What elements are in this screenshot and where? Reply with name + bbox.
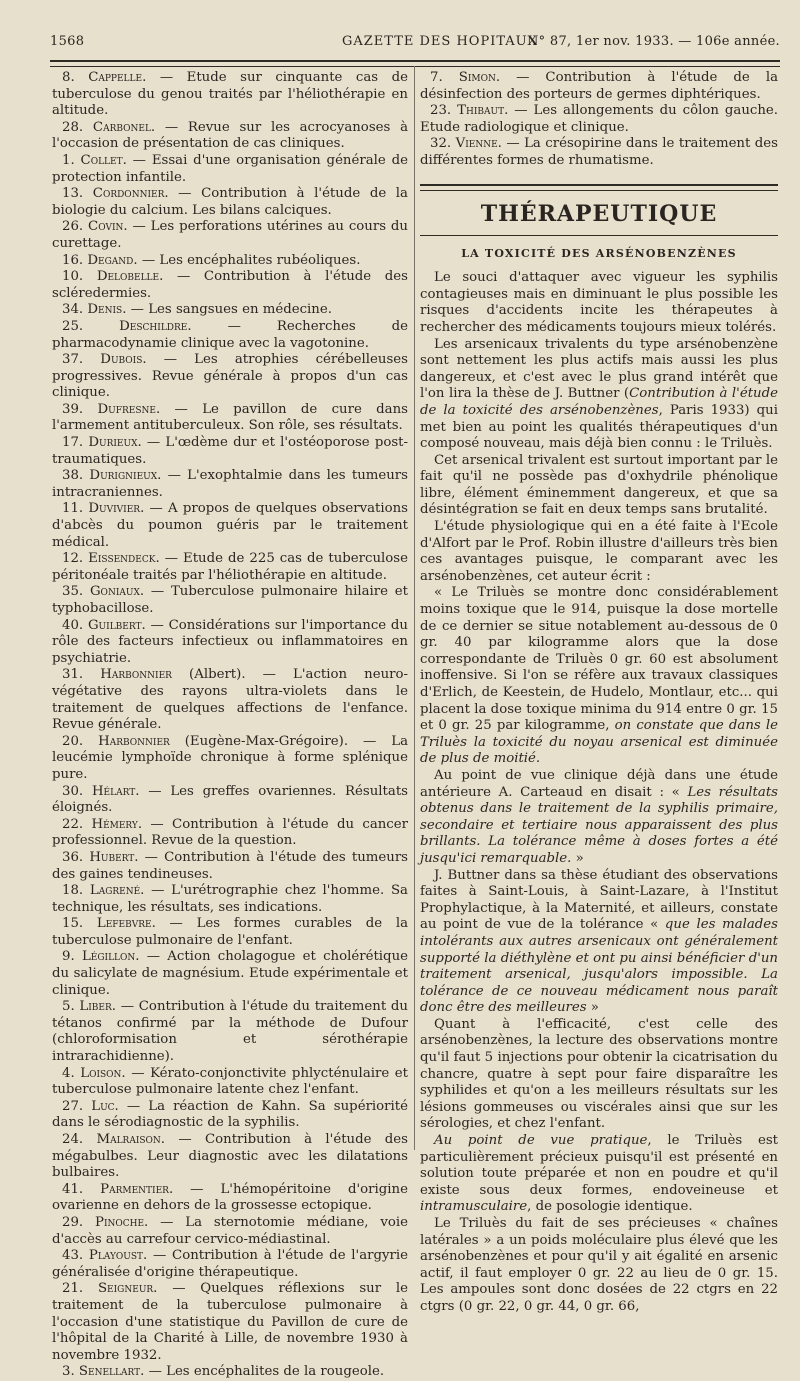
thesis-list-continued <box>420 70 778 170</box>
thesis-entry <box>52 949 408 999</box>
entry-title: — Etude sur cinquante cas de tuberculose du genou traités par l'héliothérapie en altitude. <box>52 70 408 119</box>
author-name: Lefebvre. <box>96 916 156 932</box>
entry-title: — L'exophtalmie dans les tumeurs intracraniennes. <box>52 468 408 500</box>
entry-number: 34. <box>62 302 84 318</box>
author-name: Dufresne. <box>97 401 161 417</box>
author-name: Cordonnier. <box>92 186 169 202</box>
entry-number: 21. <box>62 1281 84 1297</box>
entry-number: 18. <box>62 883 84 899</box>
left-column <box>52 70 408 1381</box>
paragraph: Au point de vue clinique déjà dans une étude antérieure A. Carteaud en disait : « Les résultats obtenus dans le traitement de la syphilis primaire, secondaire et tertiaire nous apparaissent des plus brillants. La tolérance même à doses fortes a été jusqu'ici remarquable. » <box>420 767 778 866</box>
thesis-entry <box>52 253 408 270</box>
author-name: Thibaut. <box>457 103 509 119</box>
thesis-entry <box>52 219 408 252</box>
thesis-entry <box>52 1364 408 1381</box>
thesis-entry <box>52 468 408 501</box>
author-name: Delobelle. <box>96 269 164 285</box>
entry-title: — A propos de quelques observations d'abcès du poumon guéris par le traitement médical. <box>52 501 408 550</box>
thesis-entry <box>52 1066 408 1099</box>
entry-title: — Action cholagogue et cholérétique du salicylate de magnésium. Etude expérimentale et clinique. <box>52 949 409 998</box>
entry-number: 37. <box>62 352 84 368</box>
quotation: « Le Triluès se montre donc considérablement moins toxique que le 914, puisque la dose mortelle de ce dernier se situe notablement au-dessous de 0 gr. 40 par kilogramme alors que la dose correspondante de Triluès 0 gr. 60 est absolument inoffensive. Si l'on se réfère aux travaux classiques d'Erlich, de Keestein, de Hudelo, Montlaur, etc... qui placent la dose toxique minima du 914 entre 0 gr. 15 et 0 gr. 25 par kilogramme, on constate que dans le Triluès la toxicité du noyau arsenical est diminuée de plus de moitié. <box>420 585 778 767</box>
paragraph: Le Triluès du fait de ses précieuses « chaînes latérales » a un poids moléculaire plus élevé que les arsénobenzènes et pour qu'il y ait égalité en arsenic actif, il faut employer 0 gr. 22 au lieu de 0 gr. 15. Les ampoules sont donc dosées de 22 ctgrs en 22 ctgrs (0 gr. 22, 0 gr. 44, 0 gr. 66, <box>420 1216 778 1314</box>
thesis-entry <box>52 667 408 733</box>
author-name: Denis. <box>87 302 127 318</box>
header-rule <box>50 60 780 67</box>
entry-title: — Les greffes ovariennes. Résultats éloignés. <box>52 783 408 816</box>
author-name: Carbonel. <box>92 119 156 135</box>
author-name: Hémery. <box>91 816 143 832</box>
author-name: Harbonnier <box>98 733 170 749</box>
entry-title: — Contribution à l'étude du traitement du tétanos confirmé par la méthode de Dufour (chloroformisation et sérothérapie intrarachidienne). <box>52 999 408 1065</box>
author-name: Cappelle. <box>88 70 147 85</box>
entry-title: — Contribution à l'étude des scléredermies. <box>52 269 408 301</box>
thesis-entry <box>52 501 408 551</box>
author-name: Collet. <box>80 152 127 168</box>
thesis-entry <box>52 435 408 468</box>
author-name: Dubois. <box>100 352 147 368</box>
entry-title: — Recherches de pharmacodynamie clinique avec la vagotonine. <box>52 318 408 351</box>
entry-number: 3. <box>62 1364 75 1380</box>
thesis-entry <box>420 103 778 136</box>
author-name: Simon. <box>458 70 501 85</box>
entry-number: 4. <box>62 1065 75 1081</box>
author-name: Lagrené. <box>89 883 145 899</box>
entry-title: — Considérations sur l'importance du rôle des facteurs infectieux ou inflammatoires en psychiatrie. <box>52 617 408 666</box>
entry-title: (Eugène-Max-Grégoire). — La leucémie lymphoïde chronique à forme splénique pure. <box>52 733 408 782</box>
author-name: Loison. <box>80 1065 126 1081</box>
paragraph: L'étude physiologique qui en a été faite à l'Ecole d'Alfort par le Prof. Robin illustre d'ailleurs très bien ces avantages puisque, le comparant avec les arsénobenzènes, cet auteur écrit : <box>420 519 778 584</box>
entry-number: 35. <box>62 584 84 600</box>
paragraph: Le souci d'attaquer avec vigueur les syphilis contagieuses mais en diminuant le plus possible les risques d'accidents incite les thérapeutes à rechercher des médicaments toujours mieux tolérés. <box>420 270 778 335</box>
author-name: Deschildre. <box>119 318 192 334</box>
thesis-entry <box>52 70 408 120</box>
entry-title: — Les encéphalites de la rougeole. <box>144 1364 385 1380</box>
issue-info: N° 87, 1er nov. 1933. — 106e année. <box>526 34 780 49</box>
thesis-entry <box>52 352 408 402</box>
paragraph: Quant à l'efficacité, c'est celle des arsénobenzènes, la lecture des observations montre qu'il faut 5 injections pour obtenir la cicatrisation du chancre, quatre à sept pour faire disparaître les syphilides et qu'on a les meilleurs résultats sur les lésions gommeuses ou viscérales ainsi que sur les sérologies, et chez l'enfant. <box>420 1016 778 1132</box>
thesis-entry <box>420 136 778 169</box>
entry-number: 22. <box>62 816 84 832</box>
right-column <box>420 70 778 1316</box>
journal-title: GAZETTE DES HOPITAUX <box>342 34 538 49</box>
article-title: LA TOXICITÉ DES ARSÉNOBENZÈNES <box>461 246 737 260</box>
author-name: Duvivier. <box>88 501 145 517</box>
entry-title: — Contribution à l'étude des mégabulbes. Leur diagnostic avec les dilatations bulbaires. <box>52 1132 408 1181</box>
entry-title: — Contribution à l'étude du cancer professionnel. Revue de la question. <box>52 816 408 849</box>
thesis-entry <box>52 618 408 668</box>
section-rule-bottom <box>420 235 778 236</box>
entry-title: — Les formes curables de la tuberculose pulmonaire de l'enfant. <box>52 916 408 948</box>
entry-title: — Contribution à l'étude de la biologie du calcium. Les bilans calciques. <box>52 186 408 218</box>
entry-title: — La sternotomie médiane, voie d'accès au carrefour cervico-médiastinal. <box>52 1214 409 1247</box>
entry-number: 15. <box>62 916 84 932</box>
thesis-entry <box>52 1281 408 1364</box>
entry-title: — Le pavillon de cure dans l'armement antituberculeux. Son rôle, ses résultats. <box>52 401 408 434</box>
entry-title: — Contribution à l'étude des tumeurs des gaines tendineuses. <box>52 849 408 882</box>
thesis-entry <box>52 584 408 617</box>
entry-title: — Les encéphalites rubéoliques. <box>137 252 361 268</box>
entry-number: 27. <box>62 1098 84 1114</box>
section-rule-top <box>420 184 778 191</box>
author-name: Goniaux. <box>89 584 145 600</box>
entry-title: — Kérato-conjonctivite phlycténulaire et tuberculose pulmonaire latente chez l'enfant. <box>52 1065 408 1098</box>
thesis-entry <box>52 153 408 186</box>
entry-number: 32. <box>430 136 452 152</box>
paragraph: Cet arsenical trivalent est surtout important par le fait qu'il ne possède pas d'oxhydrile phénolique libre, élément éminemment dangereux, et que sa désintégration se fait en deux temps sans brutalité. <box>420 452 778 518</box>
entry-number: 23. <box>430 103 452 119</box>
page-header <box>50 34 780 56</box>
entry-number: 43. <box>62 1248 84 1264</box>
thesis-entry <box>52 1099 408 1132</box>
paragraph: Au point de vue pratique, le Triluès est particulièrement précieux puisqu'il est présenté en solution toute préparée et non en poudre et qu'il existe sous deux formes, endoveineuse et intramusculaire, de posologie identique. <box>420 1133 778 1215</box>
page-number: 1568 <box>50 34 85 49</box>
thesis-entry <box>52 1132 408 1182</box>
entry-number: 5. <box>62 999 75 1015</box>
author-name: Durignieux. <box>89 468 162 484</box>
author-name: Liber. <box>79 999 116 1015</box>
entry-number: 10. <box>62 269 84 285</box>
entry-number: 31. <box>62 667 84 683</box>
entry-number: 1. <box>62 152 75 168</box>
author-name: Covin. <box>88 219 128 235</box>
entry-number: 11. <box>62 501 84 517</box>
author-name: Pinoche. <box>95 1214 149 1230</box>
thesis-entry <box>52 883 408 916</box>
entry-title: — Les allongements du côlon gauche. Etude radiologique et clinique. <box>420 103 778 135</box>
entry-number: 7. <box>430 70 443 85</box>
entry-title: — Essai d'une organisation générale de protection infantile. <box>52 152 408 185</box>
entry-number: 38. <box>62 468 84 484</box>
thesis-entry <box>52 402 408 435</box>
entry-number: 36. <box>62 849 84 865</box>
entry-number: 26. <box>62 219 84 235</box>
thesis-entry <box>52 269 408 302</box>
entry-title: — La crésopirine dans le traitement des différentes formes de rhumatisme. <box>420 136 778 168</box>
thesis-entry <box>52 850 408 883</box>
author-name: Légillon. <box>81 949 140 965</box>
entry-title: — Les perforations utérines au cours du curettage. <box>52 219 408 251</box>
entry-title: — Les sangsues en médecine. <box>126 302 332 318</box>
entry-title: — Revue sur les acrocyanoses à l'occasion de présentation de cas cliniques. <box>52 119 408 152</box>
author-name: Hélart. <box>91 783 140 799</box>
thesis-entry <box>52 186 408 219</box>
entry-number: 12. <box>62 551 84 567</box>
author-name: Seigneur. <box>97 1281 158 1297</box>
author-name: Senellart. <box>78 1364 145 1380</box>
author-name: Parmentier. <box>100 1181 174 1197</box>
paragraph: J. Buttner dans sa thèse étudiant des observations faites à Saint-Louis, à Saint-Lazare, à l'Institut Prophylactique, à la Maternité, et ailleurs, constate au point de vue de la tolérance « que les malades intolérants aux autres arsenicaux ont généralement supporté la diéthylène et ont pu ainsi bénéficier d'un traitement arsenical, jusqu'alors impossible. La tolérance de ce nouveau médicament nous paraît donc être des meilleures » <box>420 867 779 1016</box>
author-name: Vienne. <box>455 136 502 152</box>
thesis-entry <box>52 302 408 319</box>
author-name: Luc. <box>91 1098 119 1114</box>
thesis-entry <box>52 551 408 584</box>
thesis-entry <box>52 1248 408 1281</box>
entry-number: 17. <box>62 435 84 451</box>
author-name: Playoust. <box>88 1248 148 1264</box>
section-title: THÉRAPEUTIQUE <box>480 200 718 227</box>
entry-number: 40. <box>62 617 84 633</box>
entry-title: — L'hémopéritoine d'origine ovarienne en dehors de la grossesse ectopique. <box>52 1181 408 1214</box>
entry-number: 25. <box>62 318 84 334</box>
author-name: Hubert. <box>89 849 139 865</box>
thesis-entry <box>52 734 408 784</box>
entry-number: 8. <box>62 70 75 85</box>
entry-title: (Albert). — L'action neuro-végétative des rayons ultra-violets dans le traitement de quelques affections de l'enfance. Revue générale. <box>52 667 408 733</box>
thesis-entry <box>52 1215 408 1248</box>
entry-number: 39. <box>62 401 84 417</box>
author-name: Degand. <box>87 252 138 268</box>
entry-title: — Contribution à l'étude de la désinfection des porteurs de germes diphtériques. <box>420 70 778 102</box>
paragraph: Les arsenicaux trivalents du type arsénobenzène sont nettement les plus actifs mais aussi les plus dangereux, et c'est avec le plus grand intérêt que l'on lira la thèse de J. Buttner (Contribution à l'étude de la toxicité des arsénobenzènes, Paris 1933) qui met bien au point les qualités thérapeutiques d'un composé nouveau, mais déjà bien connu : le Triluès. <box>420 336 778 452</box>
entry-number: 9. <box>62 949 75 965</box>
entry-title: — Les atrophies cérébelleuses progressives. Revue générale à propos d'un cas clinique. <box>52 352 408 401</box>
thesis-entry <box>52 319 408 352</box>
entry-number: 30. <box>62 783 84 799</box>
entry-title: — Quelques réflexions sur le traitement de la tuberculose pulmonaire à l'occasion d'une statistique du Pavillon de cure de l'hôpital de la Charité à Lille, de novembre 1930 à novembre 1932. <box>52 1281 408 1363</box>
entry-title: — Etude de 225 cas de tuberculose péritonéale traités par l'héliothérapie en altitude. <box>52 551 408 583</box>
entry-title: — Tuberculose pulmonaire hilaire et typhobacillose. <box>52 584 408 616</box>
entry-title: — L'œdème dur et l'ostéoporose post-traumatiques. <box>52 435 409 467</box>
author-name: Eissendeck. <box>88 551 160 567</box>
entry-number: 28. <box>62 119 84 135</box>
thesis-entry <box>52 817 408 850</box>
thesis-entry <box>52 120 408 153</box>
thesis-entry <box>52 999 408 1065</box>
author-name: Malraison. <box>96 1132 166 1147</box>
entry-number: 20. <box>62 733 84 749</box>
author-name: Harbonnier <box>100 667 172 683</box>
entry-number: 29. <box>62 1214 84 1230</box>
entry-number: 16. <box>62 252 84 268</box>
thesis-entry <box>52 1182 408 1215</box>
author-name: Guilbert. <box>87 617 146 633</box>
entry-title: — Contribution à l'étude de l'argyrie généralisée d'origine thérapeutique. <box>52 1248 408 1280</box>
author-name: Durieux. <box>88 435 142 451</box>
entry-title: — La réaction de Kahn. Sa supériorité dans le sérodiagnostic de la syphilis. <box>52 1098 408 1131</box>
entry-number: 41. <box>62 1181 84 1197</box>
thesis-entry <box>420 70 778 103</box>
entry-number: 24. <box>62 1132 84 1147</box>
thesis-entry <box>52 916 408 949</box>
thesis-entry <box>52 784 408 817</box>
entry-number: 13. <box>62 186 84 202</box>
entry-title: — L'urétrographie chez l'homme. Sa technique, les résultats, ses indications. <box>52 883 408 915</box>
column-divider <box>414 66 415 1150</box>
